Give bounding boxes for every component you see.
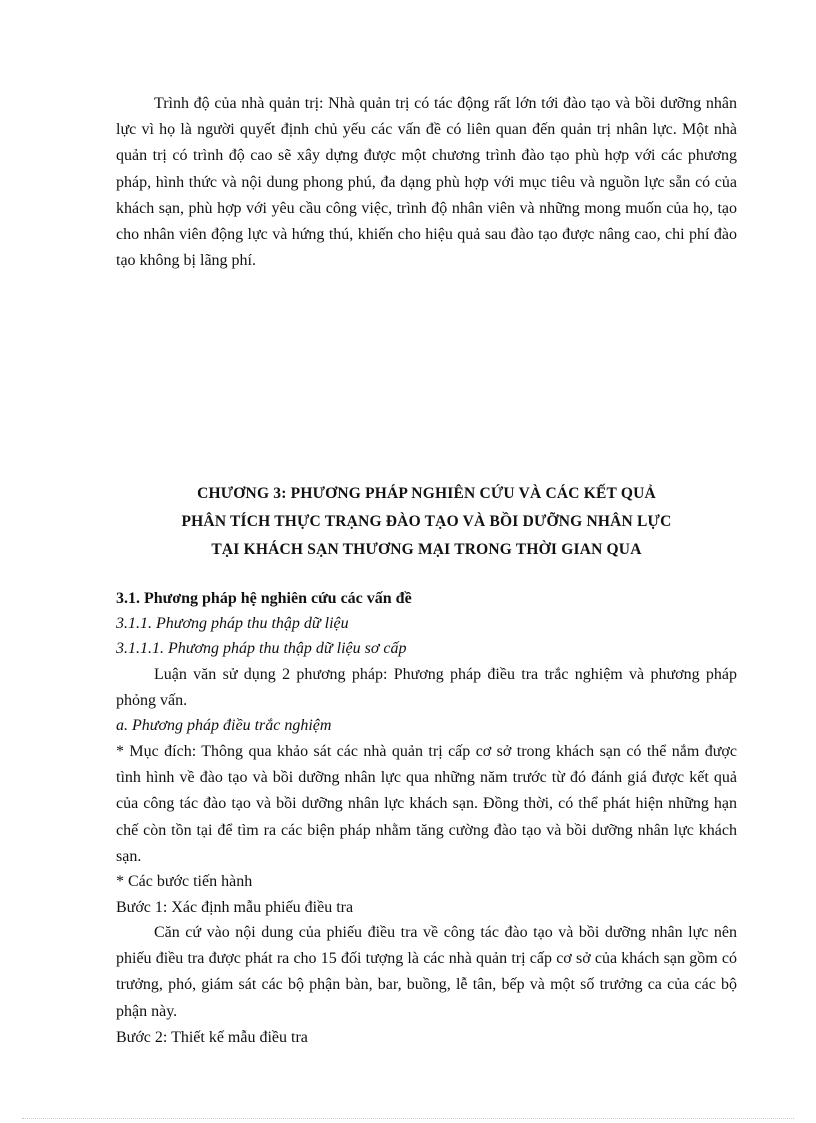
chapter-title xyxy=(116,480,737,564)
subsection-heading-3-1-1: 3.1.1. Phương pháp thu thập dữ liệu xyxy=(116,615,349,632)
chapter-title-line-1: CHƯƠNG 3: PHƯƠNG PHÁP NGHIÊN CỨU VÀ CÁC KẾT QUẢ xyxy=(197,485,656,502)
subsection-heading-3-1-1-1: 3.1.1.1. Phương pháp thu thập dữ liệu sơ cấp xyxy=(116,640,407,657)
step-1-heading: Bước 1: Xác định mẫu phiếu điều tra xyxy=(116,899,354,916)
chapter-title-line-2: PHÂN TÍCH THỰC TRẠNG ĐÀO TẠO VÀ BỒI DƯỠNG NHÂN LỰC xyxy=(181,513,672,530)
section-heading-3-1: 3.1. Phương pháp hệ nghiên cứu các vấn đề xyxy=(116,590,412,607)
steps-heading: * Các bước tiến hành xyxy=(116,873,253,890)
heading-method-a: a. Phương pháp điều trắc nghiệm xyxy=(116,717,332,734)
paragraph-intro: Trình độ của nhà quản trị: Nhà quản trị có tác động rất lớn tới đào tạo và bồi dưỡng nhân lực vì họ là người quyết định chủ yếu các vấn đề có liên quan đến quản trị nhân lực. Một nhà quản trị có trình độ cao sẽ xây dựng được một chương trình đào tạo phù hợp với các phương pháp, hình thức và nội dung phong phú, đa dạng phù hợp với mục tiêu và nguồn lực sẵn có của khách sạn, phù hợp với yêu cầu công việc, trình độ nhân viên và những mong muốn của họ, tạo cho nhân viên động lực và hứng thú, khiến cho hiệu quả sau đào tạo được nâng cao, chi phí đào tạo không bị lãng phí. xyxy=(116,95,737,270)
paragraph-step-1: Căn cứ vào nội dung của phiếu điều tra về công tác đào tạo và bồi dưỡng nhân lực nên phiếu điều tra được phát ra cho 15 đối tượng là các nhà quản trị cấp cơ sở của khách sạn gồm có trưởng, phó, giám sát các bộ phận bàn, bar, buồng, lễ tân, bếp và một số trưởng ca của các bộ phận này. xyxy=(116,924,737,1020)
paragraph-methods: Luận văn sử dụng 2 phương pháp: Phương pháp điều tra trắc nghiệm và phương pháp phỏng vấn. xyxy=(116,666,737,710)
chapter-title-line-3: TẠI KHÁCH SẠN THƯƠNG MẠI TRONG THỜI GIAN QUA xyxy=(211,541,642,558)
paragraph-purpose: * Mục đích: Thông qua khảo sát các nhà quản trị cấp cơ sở trong khách sạn có thể nắm được tình hình về đào tạo và bồi dưỡng nhân lực qua những năm trước từ đó đánh giá được kết quả của công tác đào tạo và bồi dưỡng nhân lực khách sạn. Đồng thời, có thể phát hiện những hạn chế còn tồn tại để tìm ra các biện pháp nhằm tăng cường đào tạo và bồi dưỡng nhân lực khách sạn. xyxy=(116,743,737,865)
step-2-heading: Bước 2: Thiết kế mẫu điều tra xyxy=(116,1029,308,1046)
page-bottom-divider xyxy=(22,1118,794,1119)
